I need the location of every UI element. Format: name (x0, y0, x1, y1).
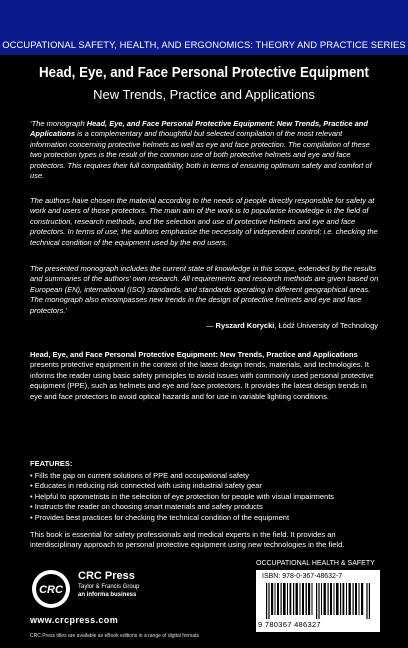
feature-item: • Helpful to optometrists in the selection of eye protection for people with visual impairments (30, 492, 380, 502)
quote-paragraph-2: The authors have chosen the material according to the needs of people directly responsible for safety at work and users of those protectors. The main aim of the work is to popularise knowledge in the field of construction, research methods, and the selection and use of protective helmets and eye and face protectors. In terms of use, the authors emphasise the necessity of independent control; i.e. checking the technical condition of the equipment used by the end users. (30, 196, 378, 247)
attribution-dash: — (205, 321, 216, 330)
publisher-business: an informa business (78, 592, 137, 598)
features-list (30, 471, 380, 523)
series-band (0, 0, 408, 55)
quote-p1-text: is a complementary and thoughtful but selected compilation of the most relevant information concerning protective helmets as well as eye and face protection. The compilation of these two protection types is the result of the common use of both protective helmets and eye and face protectors. This requires their full compatibility, both in terms of ensuring optimum safety and comfort of use. (30, 129, 372, 181)
quote-book-title: Head, Eye, and Face Personal Protective Equipment: New Trends, Practice and Applications (30, 119, 368, 139)
publisher-name: CRC Press (78, 570, 135, 582)
subject-category: OCCUPATIONAL HEALTH & SAFETY (256, 560, 375, 567)
feature-item: • Educates in reducing risk connected with using industrial safety gear (30, 481, 380, 491)
feature-item: • Fills the gap on current solutions of PPE and occupational safety (30, 471, 380, 481)
quote-paragraph-3: The presented monograph includes the current state of knowledge in this scope, extended by the results and summaries of the authors’ own research. All requirements and research methods are given based on European (EN), international (ISO) standards, and standards operating in different geographical areas. The monograph also encompasses new trends in the design of protective helmets and eye and face protectors.’ (30, 264, 379, 315)
description-paragraph (30, 350, 380, 402)
series-title: OCCUPATIONAL SAFETY, HEALTH, AND ERGONOMICS: THEORY AND PRACTICE SERIES (2, 39, 406, 50)
publisher-url: www.crcpress.com (30, 615, 119, 625)
quote-attribution (206, 321, 378, 330)
quote-open: ‘The monograph (30, 119, 87, 128)
description-book-title: Head, Eye, and Face Personal Protective Equipment: New Trends, Practice and Applications (30, 350, 358, 359)
crc-logo-text: CRC (39, 584, 63, 596)
closing-paragraph: This book is essential for safety professionals and medical experts in the field. It provides an interdisciplinary approach to personal protective equipment using new technologies in the field. (30, 530, 345, 550)
feature-item: • Instructs the reader on choosing smart materials and safety products (30, 502, 380, 512)
reviewer-name: Ryszard Korycki (215, 321, 275, 330)
barcode-digits: 9 780367 486327 (258, 620, 321, 629)
book-title: Head, Eye, and Face Personal Protective Equipment (39, 65, 369, 81)
reviewer-affiliation: , Łódź University of Technology (274, 321, 378, 330)
barcode-icon (266, 583, 370, 619)
crc-press-logo (30, 568, 72, 610)
quote-paragraph-1 (30, 119, 380, 181)
book-subtitle: New Trends, Practice and Applications (93, 87, 315, 102)
publisher-group: Taylor & Francis Group (78, 584, 140, 590)
feature-item: • Provides best practices for checking the technical condition of the equipment (30, 513, 380, 523)
features-heading: FEATURES: (30, 459, 73, 468)
barcode-box (256, 570, 380, 632)
isbn-label: ISBN: 978-0-367-48632-7 (262, 573, 343, 580)
ebook-note: CRC Press titles are available as eBook editions in a range of digital formats (30, 633, 199, 639)
description-text: presents protective equipment in the context of the latest design trends, materials, and technologies. It informs the reader using basic safety principles to avoid issues with commonly used personal protective equipment (PPE), such as helmets and eye and face protectors. It provides the latest design trends in eye and face protectors to avoid optical hazards and for use in variable lighting conditions. (30, 360, 374, 401)
